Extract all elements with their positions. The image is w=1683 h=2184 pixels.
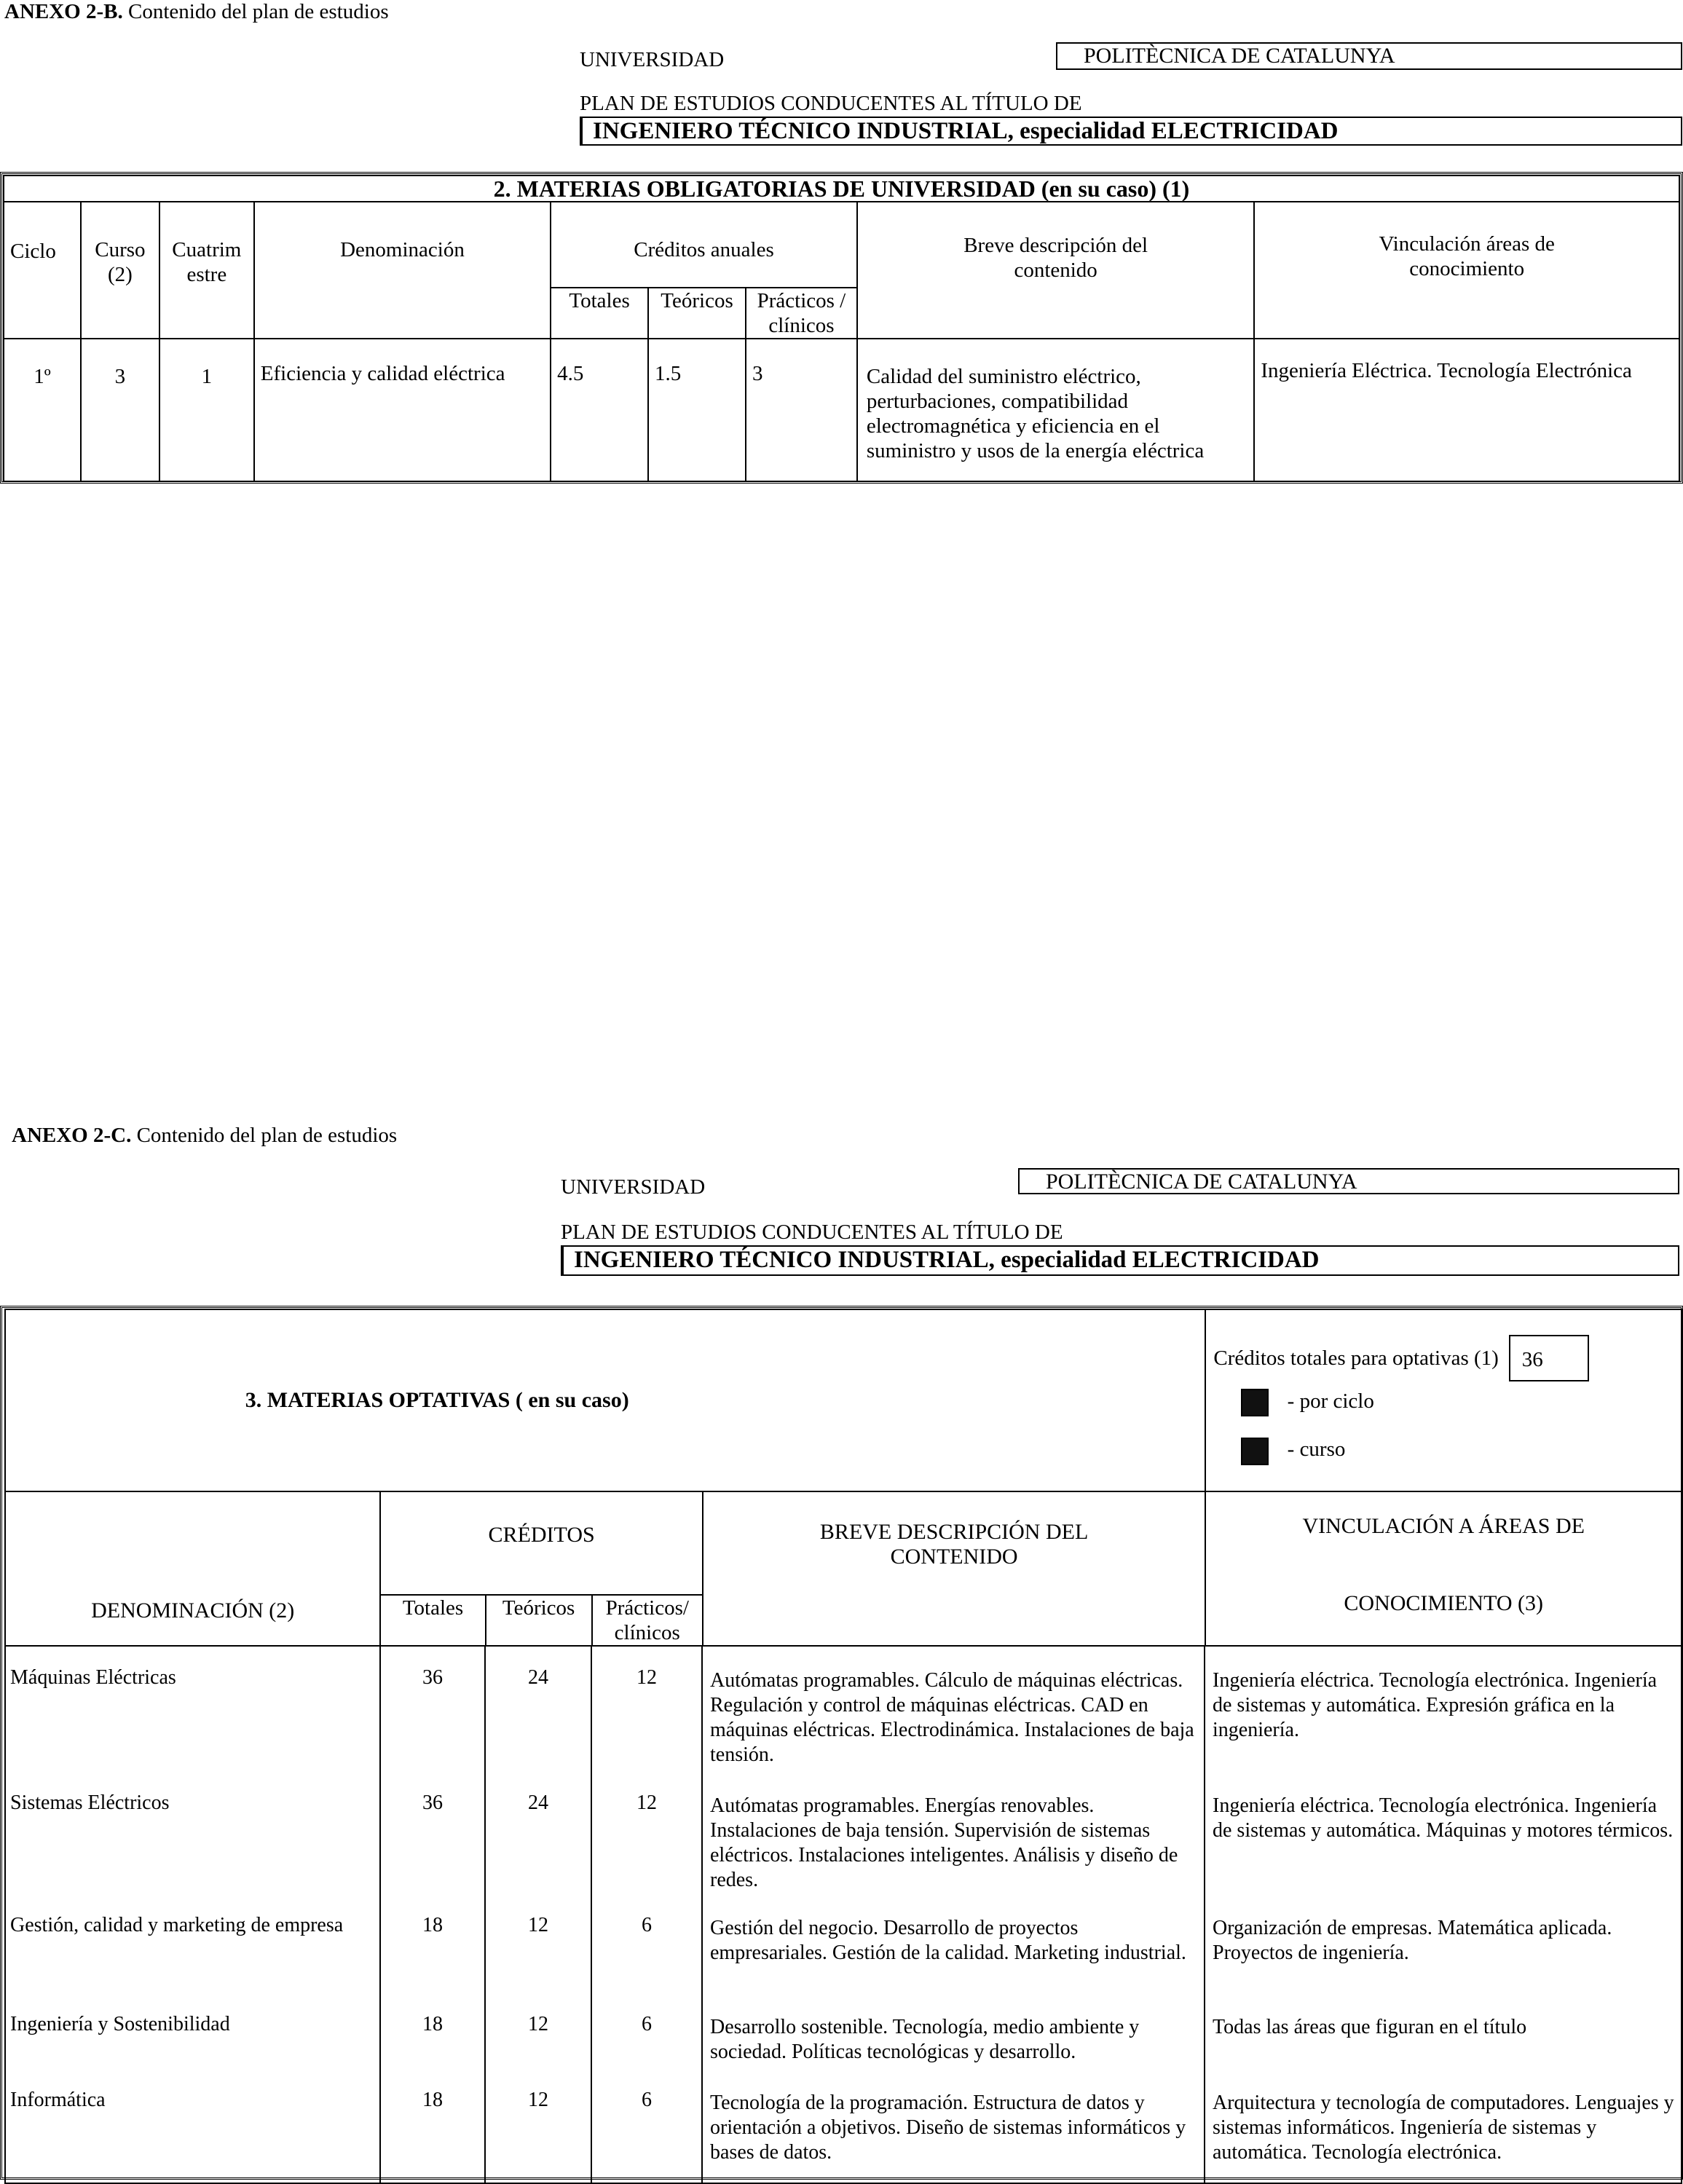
header-totales-c: Totales: [380, 1595, 485, 1646]
row-teoricos: 24: [486, 1647, 592, 1772]
annex-c-table: [4, 1309, 1682, 2184]
optativas-rows: [6, 1647, 1681, 2183]
header-creditos-anuales: Créditos anuales: [551, 202, 857, 288]
row-denominacion: Sistemas Eléctricos: [6, 1772, 381, 1894]
annex-c-heading-label: ANEXO 2-C.: [12, 1124, 132, 1147]
row-descripcion: Tecnología de la programación. Estructura de datos y orientación a objetivos. Diseño de sistemas informáticos y bases de datos.: [703, 2069, 1205, 2183]
row-practicos: 6: [592, 1993, 703, 2069]
table-row: [6, 1894, 1681, 1993]
annex-b-heading-text: Contenido del plan de estudios: [122, 0, 389, 23]
row-totales: 18: [381, 1894, 486, 1993]
annex-c-table-title: 3. MATERIAS OPTATIVAS ( en su caso): [5, 1309, 1205, 1491]
row-practicos: 6: [592, 2069, 703, 2183]
row-denominacion: Ingeniería y Sostenibilidad: [6, 1993, 381, 2069]
row-vinculacion: Arquitectura y tecnología de computadores. Lenguajes y sistemas informáticos. Ingeniería de sistemas y automática. Tecnología electrónica.: [1213, 2092, 1674, 2164]
curso-row: [1241, 1437, 1674, 1464]
row-descripcion: Desarrollo sostenible. Tecnología, medio ambiente y sociedad. Políticas tecnológicas y desarrollo.: [703, 1993, 1205, 2069]
table-row: [6, 1647, 1681, 1772]
creditos-totales-row: [1213, 1335, 1674, 1381]
creditos-totales-label: Créditos totales para optativas (1): [1213, 1347, 1499, 1370]
row-vinculacion: Ingeniería eléctrica. Tecnología electrónica. Ingeniería de sistemas y automática. Expresión gráfica en la ingeniería.: [1213, 1669, 1658, 1741]
table-row: [6, 2069, 1681, 2183]
row-practicos: 12: [592, 1647, 703, 1772]
header-vinculacion-c-line1: VINCULACIÓN A ÁREAS DE: [1302, 1514, 1585, 1538]
header-practicos-c: Prácticos/ clínicos: [592, 1595, 703, 1646]
row-teoricos: 12: [486, 1993, 592, 2069]
header-descripcion: Breve descripción del contenido: [857, 202, 1255, 339]
header-ciclo: Ciclo: [4, 202, 81, 339]
row-denominacion: Eficiencia y calidad eléctrica: [254, 339, 551, 481]
row-cuatrimestre: 1: [159, 339, 254, 481]
row-totales: 18: [381, 1993, 486, 2069]
row-totales: 4.5: [551, 339, 648, 481]
header-curso: Curso (2): [81, 202, 159, 339]
annex-b-plan-label: PLAN DE ESTUDIOS CONDUCENTES AL TÍTULO DE: [580, 92, 1082, 115]
header-vinculacion: Vinculación áreas de conocimiento: [1254, 202, 1679, 339]
row-denominacion: Informática: [6, 2069, 381, 2183]
row-teoricos: 12: [486, 2069, 592, 2183]
row-vinculacion: Ingeniería eléctrica. Tecnología electrónica. Ingeniería de sistemas y automática. Máquinas y motores térmicos.: [1213, 1794, 1674, 1842]
header-descripcion-c: BREVE DESCRIPCIÓN DEL CONTENIDO: [703, 1491, 1206, 1646]
annex-b-heading-label: ANEXO 2-B.: [4, 0, 123, 23]
header-teoricos: Teóricos: [648, 288, 746, 339]
por-ciclo-row: [1241, 1389, 1674, 1416]
curso-checkbox[interactable]: [1241, 1438, 1269, 1465]
optativas-rows-container: [5, 1646, 1682, 2183]
row-teoricos: 12: [486, 1894, 592, 1993]
row-curso: 3: [81, 339, 159, 481]
header-vinculacion-c-line2: CONOCIMIENTO (3): [1344, 1591, 1543, 1615]
annex-b-universidad-value: POLITÈCNICA DE CATALUNYA: [1056, 42, 1682, 70]
por-ciclo-checkbox[interactable]: [1241, 1389, 1269, 1416]
header-denominacion-c: DENOMINACIÓN (2): [5, 1491, 380, 1646]
row-descripcion: Autómatas programables. Energías renovables. Instalaciones de baja tensión. Supervisión de sistemas eléctricos. Instalaciones inteligentes. Análisis y diseño de redes.: [703, 1772, 1205, 1894]
table-row: [6, 1772, 1681, 1894]
curso-label: - curso: [1287, 1438, 1346, 1462]
annex-b-plan-value: INGENIERO TÉCNICO INDUSTRIAL, especialidad ELECTRICIDAD: [580, 117, 1682, 146]
annex-c-universidad-label: UNIVERSIDAD: [561, 1175, 706, 1199]
row-denominacion: Gestión, calidad y marketing de empresa: [6, 1894, 381, 1993]
row-practicos: 12: [592, 1772, 703, 1894]
optativas-credit-panel: [1205, 1309, 1682, 1491]
annex-c-plan-label: PLAN DE ESTUDIOS CONDUCENTES AL TÍTULO DE: [561, 1221, 1063, 1244]
row-denominacion: Máquinas Eléctricas: [6, 1647, 381, 1772]
row-totales: 36: [381, 1647, 486, 1772]
row-totales: 18: [381, 2069, 486, 2183]
header-teoricos-c: Teóricos: [486, 1595, 592, 1646]
table-row: [6, 1993, 1681, 2069]
header-cuatrimestre: Cuatrim estre: [159, 202, 254, 339]
annex-c-universidad-value: POLITÈCNICA DE CATALUNYA: [1018, 1168, 1679, 1194]
row-vinculacion: Organización de empresas. Matemática aplicada. Proyectos de ingeniería.: [1213, 1917, 1612, 1964]
row-descripcion: Gestión del negocio. Desarrollo de proyectos empresariales. Gestión de la calidad. Marketing industrial.: [703, 1894, 1205, 1993]
row-vinculacion: Ingeniería Eléctrica. Tecnología Electrónica: [1254, 339, 1679, 481]
row-descripcion: Autómatas programables. Cálculo de máquinas eléctricas. Regulación y control de máquinas eléctricas. CAD en máquinas eléctricas. Electrodinámica. Instalaciones de baja tensión.: [703, 1647, 1205, 1772]
row-vinculacion: Todas las áreas que figuran en el título: [1213, 2016, 1527, 2038]
header-totales: Totales: [551, 288, 648, 339]
row-practicos: 3: [746, 339, 857, 481]
row-descripcion: Calidad del suministro eléctrico, perturbaciones, compatibilidad electromagnética y eficiencia en el suministro y usos de la energía eléctrica: [857, 339, 1255, 481]
annex-b-table-title: 2. MATERIAS OBLIGATORIAS DE UNIVERSIDAD (en su caso) (1): [4, 176, 1679, 202]
header-vinculacion-c: [1205, 1491, 1682, 1646]
annex-c-heading: [12, 1124, 397, 1148]
creditos-totales-value: 36: [1509, 1335, 1589, 1381]
header-practicos: Prácticos / clínicos: [746, 288, 857, 339]
header-creditos-c: CRÉDITOS: [380, 1491, 702, 1595]
annex-b-table: [3, 175, 1680, 482]
annex-b-universidad-label: UNIVERSIDAD: [580, 48, 725, 71]
row-ciclo: 1º: [4, 339, 81, 481]
row-practicos: 6: [592, 1894, 703, 1993]
por-ciclo-label: - por ciclo: [1287, 1389, 1374, 1413]
row-totales: 36: [381, 1772, 486, 1894]
row-teoricos: 24: [486, 1772, 592, 1894]
row-teoricos: 1.5: [648, 339, 746, 481]
annex-b-heading: [4, 0, 389, 24]
annex-c-heading-text: Contenido del plan de estudios: [131, 1124, 398, 1147]
annex-c-plan-value: INGENIERO TÉCNICO INDUSTRIAL, especialidad ELECTRICIDAD: [561, 1245, 1679, 1276]
header-denominacion: Denominación: [254, 202, 551, 339]
